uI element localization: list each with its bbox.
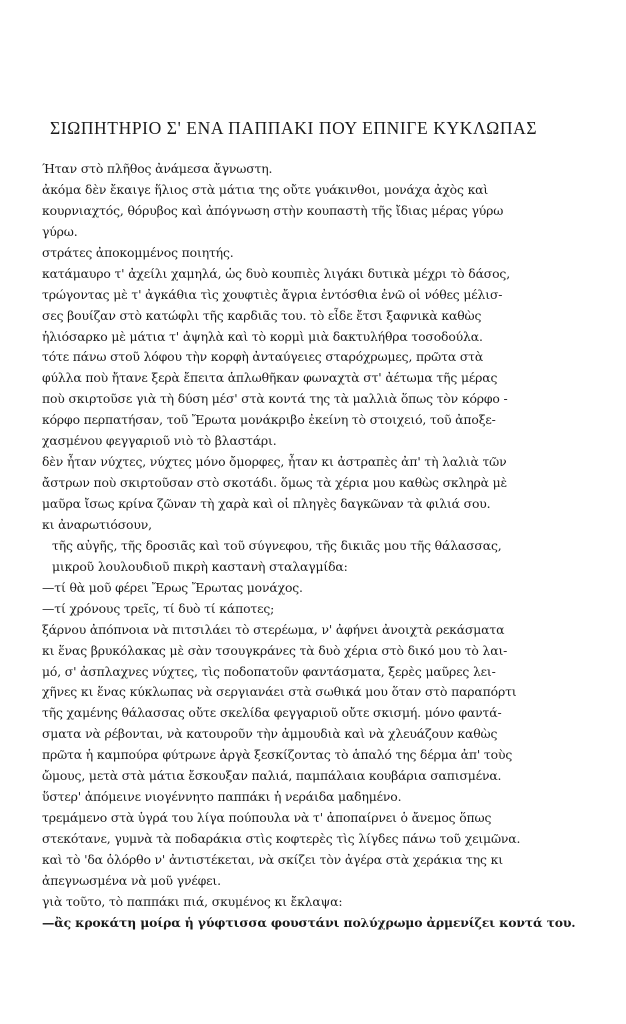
- poem-line: σματα νὰ ρέβονται, νὰ κατουροῦν τὴν ἀμμουδιὰ καὶ νὰ χλευάζουν καθὼς: [42, 726, 498, 742]
- poem-line: δὲν ἦταν νύχτες, νύχτες μόνο ὄμορφες, ἦταν κι ἀστραπὲς ἀπ' τὴ λαλιὰ τῶν: [42, 454, 507, 470]
- poem-line: ἀπεγνωσμένα νὰ μοῦ γνέφει.: [42, 872, 221, 888]
- poem-line: μικροῦ λουλουδιοῦ πικρὴ καστανὴ σταλαγμίδα:: [52, 558, 348, 574]
- poem-line: γιὰ τοῦτο, τὸ παππάκι πιά, σκυμένος κι ἔκλαψα:: [42, 893, 343, 909]
- poem-line: καὶ τὸ 'δα ὁλόρθο ν' ἀντιστέκεται, νὰ σκίζει τὸν ἀγέρα στὰ χεράκια της κι: [42, 851, 503, 867]
- poem-line: ἀκόμα δὲν ἔκαιγε ἥλιος στὰ μάτια της οὔτε γυάκινθοι, μονάχα ἀχὸς καὶ: [42, 181, 489, 197]
- poem-line: χασμένου φεγγαριοῦ νιὸ τὸ βλαστάρι.: [42, 433, 277, 449]
- poem-line: —ἂς κροκάτη μοίρα ἡ γύφτισσα φουστάνι πολύχρωμο ἀρμενίζει κοντά του.: [42, 914, 576, 930]
- poem-line: πρῶτα ἡ καμπούρα φύτρωνε ἀργὰ ξεσκίζοντας τὸ ἁπαλό της δέρμα ἀπ' τοὺς: [42, 747, 513, 763]
- poem-line: τῆς αὐγῆς, τῆς δροσιᾶς καὶ τοῦ σύγνεφου, τῆς δικιᾶς μου τῆς θάλασσας,: [52, 537, 502, 553]
- poem-line: μό, σ' ἀσπλαχνες νύχτες, τὶς ποδοπατοῦν φαντάσματα, ξερὲς μαῦρες λει-: [42, 663, 496, 679]
- poem-line: κόρφο περπατήσαν, τοῦ Ἔρωτα μονάκριβο ἐκείνη τὸ στοιχειό, τοῦ ἀποξε-: [42, 412, 496, 428]
- poem-line: κι ἀναρωτιόσουν,: [42, 516, 152, 532]
- poem-line: τρώγοντας μὲ τ' ἀγκάθια τὶς χουφτιὲς ἄγρια ἐντόσθια ἐνῶ οἱ νόθες μέλισ-: [42, 286, 503, 302]
- poem-line: ἡλιόσαρκο μὲ μάτια τ' ἀψηλὰ καὶ τὸ κορμὶ μιὰ δακτυλήθρα τοσοδούλα.: [42, 328, 483, 344]
- poem-line: φύλλα ποὺ ἤτανε ξερὰ ἔπειτα ἁπλωθῆκαν φωναχτὰ στ' ἀέτωμα τῆς μέρας: [42, 370, 498, 386]
- poem-line: ποὺ σκιρτοῦσε γιὰ τὴ δύση μέσ' στὰ κοντά της τὰ μαλλιὰ ὅπως τὸν κόρφο -: [42, 391, 508, 407]
- poem-line: ὤμους, μετὰ στὰ μάτια ἔσκουξαν παλιά, παμπάλαια κουβάρια σαπισμένα.: [42, 768, 502, 784]
- poem-line: στράτες ἀποκομμένος ποιητής.: [42, 244, 234, 260]
- poem-line: χῆνες κι ἕνας κύκλωπας νὰ σεργιανάει στὰ σωθικά μου ὅταν στὸ παραπόρτι: [42, 684, 517, 700]
- poem-line: σες βουίζαν στὸ κατώφλι τῆς καρδιᾶς του. τὸ εἶδε ἔτσι ξαφνικὰ καθὼς: [42, 307, 482, 323]
- poem-line: στεκότανε, γυμνὰ τὰ ποδαράκια στὶς κοφτερὲς τὶς λίγδες πάνω τοῦ χειμῶνα.: [42, 831, 521, 846]
- poem-line: κι ἕνας βρυκόλακας μὲ σὰν τσουγκράνες τὰ δυὸ χέρια στὸ δικό μου τὸ λαι-: [42, 642, 508, 658]
- poem-line: κατάμαυρο τ' ἀχείλι χαμηλά, ὡς δυὸ κουπιὲς λιγάκι δυτικὰ μέχρι τὸ δάσος,: [42, 265, 510, 281]
- poem-line: Ήταν στὸ πλῆθος ἀνάμεσα ἄγνωστη.: [42, 161, 273, 176]
- poem-line: ἄστρων ποὺ σκιρτοῦσαν στὸ σκοτάδι. ὅμως τὰ χέρια μου καθὼς σκληρὰ μὲ: [42, 475, 508, 491]
- poem-line: γύρω.: [42, 223, 78, 239]
- poem-line: κουρνιαχτός, θόρυβος καὶ ἀπόγνωση στὴν κουπαστὴ τῆς ἴδιας μέρας γύρω: [42, 202, 504, 218]
- poem-line: τότε πάνω στοῦ λόφου τὴν κορφὴ ἀνταύγειες σταρόχρωμες, πρῶτα στὰ: [42, 349, 484, 365]
- poem-line: ὕστερ' ἀπόμεινε νιογέννητο παππάκι ἡ νεράιδα μαδημένο.: [42, 789, 402, 805]
- poem-line: τρεμάμενο στὰ ὑγρά του λίγα πούπουλα νὰ τ' ἀποπαίρνει ὁ ἄνεμος ὅπως: [42, 810, 492, 826]
- poem-title: ΣΙΩΠΗΤΗΡΙΟ Σ' ΕΝΑ ΠΑΠΠΑΚΙ ΠΟΥ ΕΠΝΙΓΕ ΚΥΚΛΩΠΑΣ: [50, 118, 538, 138]
- poem-line: μαῦρα ἴσως κρίνα ζῶναν τὴ χαρὰ καὶ οἱ πληγὲς δαγκῶναν τὰ φιλιά σου.: [42, 496, 491, 511]
- poem-line: τῆς χαμένης θάλασσας οὔτε σκελίδα φεγγαριοῦ οὔτε σκισμή. μόνο φαντά-: [42, 705, 502, 721]
- poem-line: ξάρνου ἀπόπνοια νὰ πιτσιλάει τὸ στερέωμα, ν' ἀφήνει ἀνοιχτὰ ρεκάσματα: [42, 621, 505, 637]
- page: [42, 118, 618, 934]
- poem-line: —τί χρόνους τρεῖς, τί δυὸ τί κάποτες;: [42, 600, 275, 616]
- poem-body: [42, 159, 618, 934]
- poem-line: —τί θὰ μοῦ φέρει Ἔρως Ἔρωτας μονάχος.: [42, 579, 303, 595]
